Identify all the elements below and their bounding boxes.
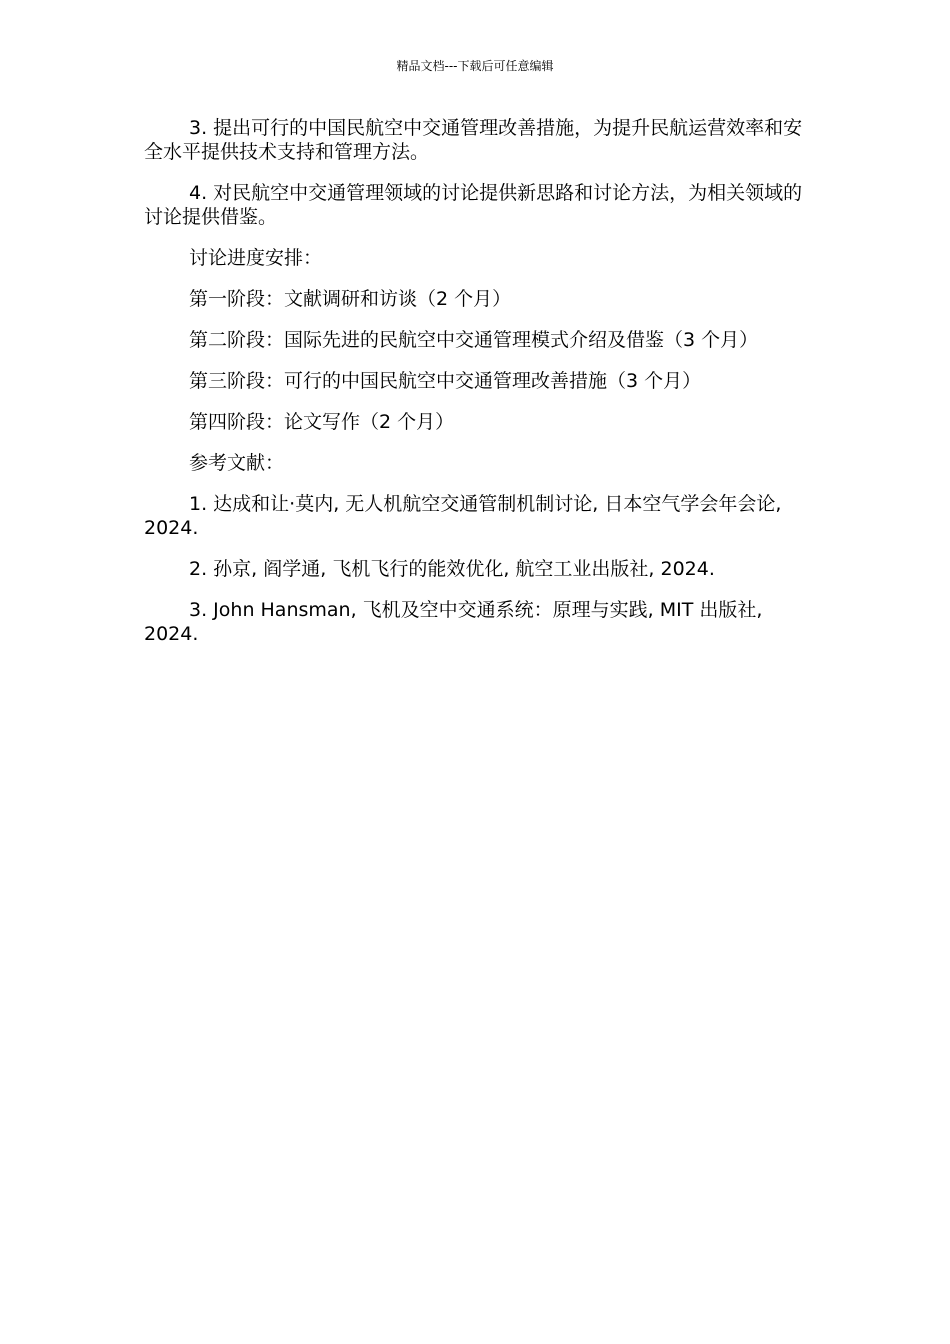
schedule-heading: 讨论进度安排： [189, 247, 323, 269]
references-heading: 参考文献： [189, 452, 285, 474]
reference-item-1: 1. 达成和让·莫内, 无人机航空交通管制机制讨论, 日本空气学会年会论, 2024. [144, 493, 782, 539]
schedule-stage-1: 第一阶段：文献调研和访谈（2 个月） [189, 288, 512, 310]
document-body [144, 116, 816, 663]
schedule-stage-2: 第二阶段：国际先进的民航空中交通管理模式介绍及借鉴（3 个月） [189, 329, 759, 351]
objective-item-4: 4. 对民航空中交通管理领域的讨论提供新思路和讨论方法，为相关领域的讨论提供借鉴。 [144, 182, 803, 228]
schedule-stage-3: 第三阶段：可行的中国民航空中交通管理改善措施（3 个月） [189, 370, 702, 392]
reference-item-3: 3. John Hansman, 飞机及空中交通系统：原理与实践, MIT 出版社, 2024. [144, 599, 763, 645]
page-header: 精品文档---下载后可任意编辑 [396, 59, 554, 73]
schedule-stage-4: 第四阶段：论文写作（2 个月） [189, 411, 455, 433]
objective-item-3: 3. 提出可行的中国民航空中交通管理改善措施，为提升民航运营效率和安全水平提供技术支持和管理方法。 [144, 117, 803, 163]
reference-item-2: 2. 孙京, 阎学通, 飞机飞行的能效优化, 航空工业出版社, 2024. [189, 558, 715, 580]
